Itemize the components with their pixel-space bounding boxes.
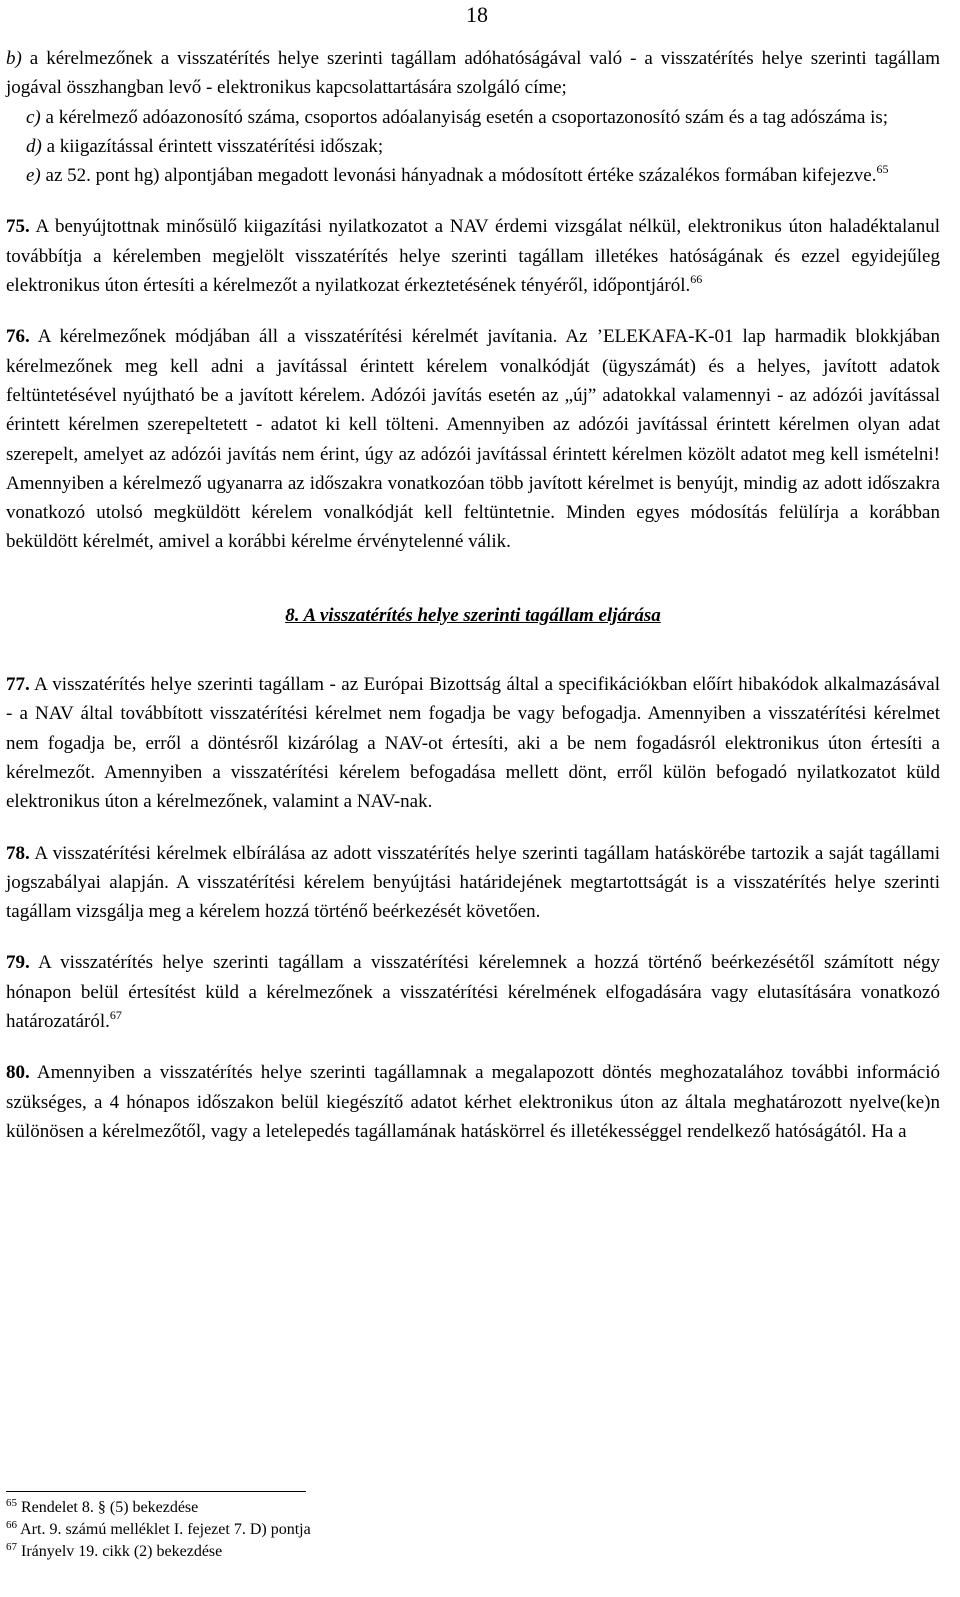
list-item-d: d) a kiigazítással érintett visszatérítési időszak; bbox=[26, 135, 384, 157]
footnote-ref: 66 bbox=[690, 272, 703, 287]
paragraph-80: 80. Amennyiben a visszatérítés helye szerinti tagállamnak a megalapozott döntés meghozatalához további információ szükséges, a 4 hónapos időszakon belül kiegészítő adatot kérhet elektronikus úton az általa meghatározott nyelve(ke)n különösen a kérelmezőtől, vagy a letelepedés tagállamának hatáskörrel és illetékességgel rendelkező hatóságától. Ha a bbox=[6, 1062, 940, 1142]
page-number: 18 bbox=[466, 2, 488, 27]
section-heading: 8. A visszatérítés helye szerinti tagállam eljárása bbox=[285, 604, 661, 626]
list-item-c: c) a kérelmező adóazonosító száma, csoportos adóalanyiság esetén a csoportazonosító szám és a tag adószáma is; bbox=[26, 106, 889, 128]
paragraph-75: 75. A benyújtottnak minősülő kiigazítási nyilatkozatot a NAV érdemi vizsgálat nélkül, elektronikus úton haladéktalanul továbbítja a kérelemben megjelölt visszatérítés helye szerinti tagállam illetékes hatóságának és ezzel egyidejűleg elektronikus úton értesíti a kérelmezőt a nyilatkozat érkeztetésének tényéről, időpontjáról.$^{66}$ bbox=[6, 216, 940, 297]
footnote-divider bbox=[6, 1491, 306, 1492]
footnote-item: $^{65}$ Rendelet 8. § (5) bekezdése bbox=[6, 1497, 199, 1516]
paragraph-77: 77. A visszatérítés helye szerinti tagállam - az Európai Bizottság által a specifikációkban előírt hibakódok alkalmazásával - a NAV által továbbított visszatérítési kérelmet nem fogadja be vagy befogadja. Amennyiben a visszatérítési kérelmet nem fogadja be, erről a döntésről kizárólag a NAV-ot értesíti, aki a be nem fogadásról elektronikus úton értesíti a kérelmezőt. Amennyiben a visszatérítési kérelem befogadása mellett dönt, erről külön befogadó nyilatkozatot küld elektronikus úton a kérelmezőnek, valamint a NAV-nak. bbox=[6, 674, 940, 813]
footnote-ref: 67 bbox=[109, 1008, 122, 1023]
list-item-e: e) az 52. pont hg) alpontjában megadott levonási hányadnak a módosított értéke százalékos formában kifejezve.$^{65}$ bbox=[26, 162, 889, 187]
footnote-ref: 65 bbox=[876, 162, 889, 177]
body-text bbox=[6, 44, 940, 1146]
list-item-b: b) a kérelmezőnek a visszatérítés helye szerinti tagállam adóhatóságával való - a visszatérítés helye szerinti tagállam jogával összhangban levő - elektronikus kapcsolattartására szolgáló címe; bbox=[6, 48, 941, 99]
footnotes bbox=[6, 1497, 311, 1563]
paragraph-78: 78. A visszatérítési kérelmek elbírálása az adott visszatérítés helye szerinti tagállam hatáskörébe tartozik a saját tagállami jogszabályai alapján. A visszatérítési kérelem benyújtási határidejének megtartottságát is a visszatérítés helye szerinti tagállam vizsgálja meg a kérelem hozzá történő beérkezését követően. bbox=[6, 842, 941, 923]
footnote-item: $^{67}$ Irányelv 19. cikk (2) bekezdése bbox=[6, 1541, 223, 1560]
paragraph-76: 76. A kérelmezőnek módjában áll a visszatérítési kérelmét javítania. Az ’ELEKAFA-K-01 lap harmadik blokkjában kérelmezőnek meg kell adni a javítással érintett kérelem vonalkódját (ügyszámát) és a helyes, javított adatok feltüntetésével nyújtható be a javított kérelem. Adózói javítás esetén az „új” adatokkal valamennyi - az adózói javítással érintett kérelmen szerepeltetett - adatot ki kell tölteni. Amennyiben az adózói javítással érintett kérelmen olyan adat szerepelt, amelyet az adózói javítás nem érint, úgy az adózói javítással érintett kérelmen közölt adatot meg kell ismételni! Amennyiben a kérelmező ugyanarra az időszakra vonatkozóan több javított kérelmet is benyújt, mindig az adott időszakra vonatkozó utolsó megküldött kérelem vonalkódját kell feltüntetnie. Minden egyes módosítás felülírja a korábban beküldött kérelmét, amivel a korábbi kérelme érvénytelenné válik. bbox=[6, 326, 940, 553]
footnote-item: $^{66}$ Art. 9. számú melléklet I. fejezet 7. D) pontja bbox=[6, 1519, 311, 1538]
paragraph-79: 79. A visszatérítés helye szerinti tagállam a visszatérítési kérelemnek a hozzá történő beérkezésétől számított négy hónapon belül értesítést küld a kérelmezőnek a visszatérítési kérelmének elfogadására vagy elutasítására vonatkozó határozatáról.$^{67}$ bbox=[6, 952, 941, 1033]
